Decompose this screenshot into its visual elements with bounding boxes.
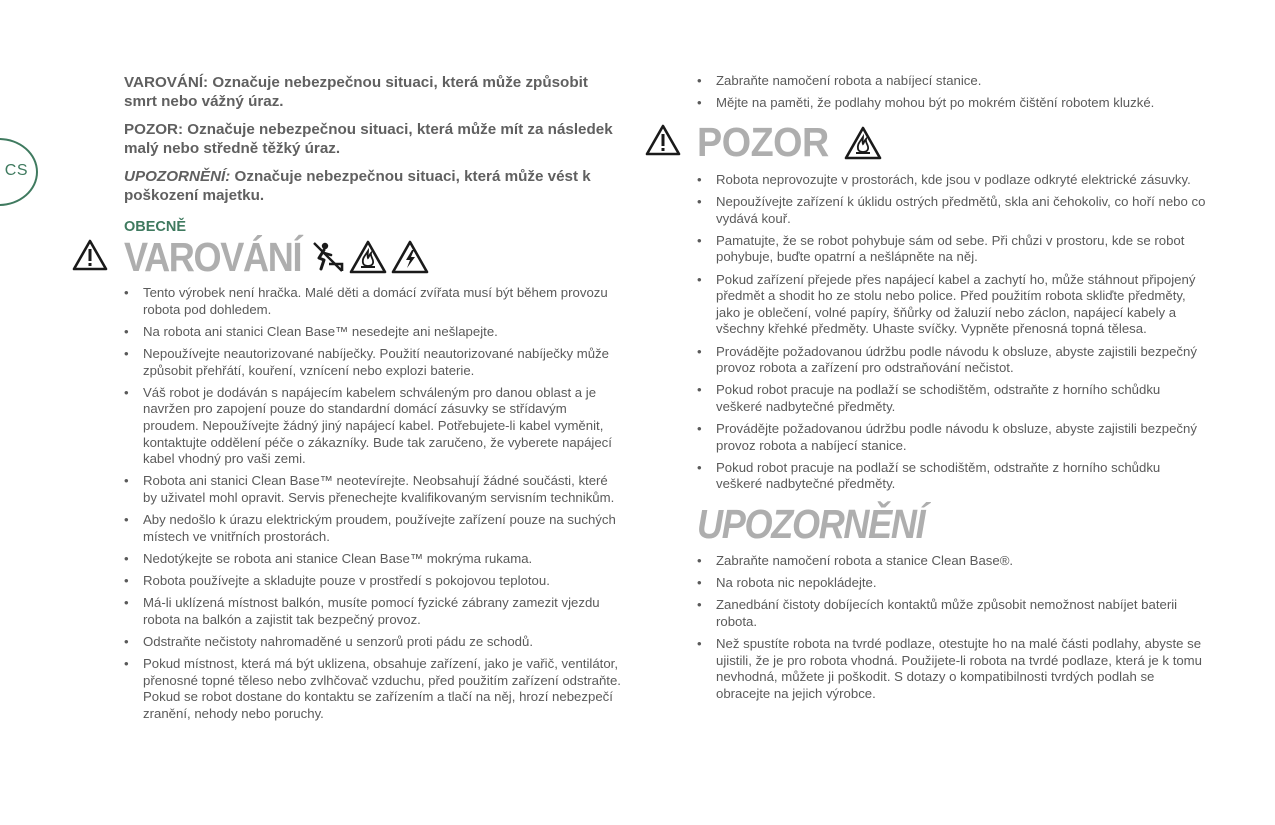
- definition-text: Označuje nebezpečnou situaci, která může vést k poškození majetku.: [124, 168, 591, 204]
- notice-heading: [697, 499, 1207, 549]
- definition-text: Označuje nebezpečnou situaci, která může způsobit smrt nebo vážný úraz.: [124, 74, 588, 110]
- warning-list-continued: [697, 73, 1207, 112]
- list-item: • Na robota nic nepokládejte.: [697, 575, 1207, 592]
- list-item: • Než spustíte robota na tvrdé podlaze, otestujte ho na malé části podlahy, abyste se ujistili, že je pro robota vhodná. Použijete-li robota na tvrdé podlaze, která je k tomu nevhodná, můžete ji poškodit. S dotazy o kompatibilnosti tvrdých podlah se obracejte na jejich výrobce.: [697, 636, 1207, 702]
- caution-title: POZOR: [697, 119, 829, 166]
- definition-caution: [124, 121, 624, 158]
- caution-pictograms: [844, 126, 882, 160]
- list-item: • Na robota ani stanici Clean Base™ nesedejte ani nešlapejte.: [124, 324, 624, 341]
- list-item: • Zanedbání čistoty dobíjecích kontaktů může způsobit nemožnost nabíjet baterii robota.: [697, 597, 1207, 630]
- list-item: • Nedotýkejte se robota ani stanice Clean Base™ mokrýma rukama.: [124, 551, 624, 568]
- section-label-general: OBECNĚ: [124, 219, 187, 235]
- list-item: • Robota neprovozujte v prostorách, kde jsou v podlaze odkryté elektrické zásuvky.: [697, 172, 1207, 189]
- warning-list: [124, 285, 624, 723]
- list-item: • Pokud robot pracuje na podlaží se schodištěm, odstraňte z horního schůdku veškeré nadbytečné předměty.: [697, 460, 1207, 493]
- warning-title: VAROVÁNÍ: [124, 233, 302, 280]
- definition-text: Označuje nebezpečnou situaci, která může mít za následek malý nebo středně těžký úraz.: [124, 121, 613, 157]
- list-item: • Provádějte požadovanou údržbu podle návodu k obsluze, abyste zajistili bezpečný provoz robota a nabíjecí stanice.: [697, 421, 1207, 454]
- list-item: • Zabraňte namočení robota a stanice Clean Base®.: [697, 553, 1207, 570]
- caution-heading: [697, 118, 1207, 168]
- electric-shock-icon: [391, 240, 429, 274]
- warning-pictograms: [311, 240, 429, 274]
- left-column: [124, 74, 624, 728]
- list-item: • Robota ani stanici Clean Base™ neotevírejte. Neobsahují žádné součásti, které by uživatel mohl opravit. Servis přenechejte kvalifikovaným servisním technikům.: [124, 473, 624, 506]
- list-item: • Aby nedošlo k úrazu elektrickým proudem, používejte zařízení pouze na suchých místech ve vnitřních prostorách.: [124, 512, 624, 545]
- right-column: [697, 73, 1207, 708]
- list-item: • Pokud zařízení přejede přes napájecí kabel a zachytí ho, může stáhnout připojený předmět a shodit ho ze stolu nebo police. Před použitím robota skliďte předměty, jako je oblečení, volné papíry, šňůrky od žaluzií nebo záclon, napájecí kabely a všechny křehké předměty. Uhaste svíčky. Vypněte přenosná topná tělesa.: [697, 272, 1207, 338]
- list-item: • Nepoužívejte neautorizované nabíječky. Použití neautorizované nabíječky může způsobit přehřátí, kouření, vznícení nebo explozi baterie.: [124, 346, 624, 379]
- warning-triangle-icon: [72, 239, 108, 271]
- list-item: • Odstraňte nečistoty nahromaděné u senzorů proti pádu ze schodů.: [124, 634, 624, 651]
- definition-term: UPOZORNĚNÍ:: [124, 168, 231, 185]
- fire-hazard-icon: [844, 126, 882, 160]
- list-item: • Provádějte požadovanou údržbu podle návodu k obsluze, abyste zajistili bezpečný provoz robota a zařízení pro odstraňování nečistot.: [697, 344, 1207, 377]
- warning-heading: [124, 233, 624, 281]
- list-item: • Pamatujte, že se robot pohybuje sám od sebe. Při chůzi v prostoru, kde se robot pohybuje, buďte opatrní a nešlápněte na něj.: [697, 233, 1207, 266]
- language-code: CS: [4, 162, 28, 179]
- no-climbing-icon: [311, 240, 345, 274]
- warning-triangle-icon: [645, 124, 681, 156]
- definition-notice: [124, 168, 624, 205]
- definition-warning: [124, 74, 624, 111]
- list-item: • Robota používejte a skladujte pouze v prostředí s pokojovou teplotou.: [124, 573, 624, 590]
- definition-term: VAROVÁNÍ:: [124, 74, 209, 91]
- list-item: • Váš robot je dodáván s napájecím kabelem schváleným pro danou oblast a je navržen pro zapojení pouze do standardní domácí zásuvky se střídavým proudem. Nepoužívejte žádný jiný napájecí kabel. Potřebujete-li kabel vyměnit, kontaktujte oddělení péče o zákazníky. Bude tak zaručeno, že vyberete napájecí kabel vhodný pro vaši zemi.: [124, 385, 624, 468]
- list-item: • Má-li uklízená místnost balkón, musíte pomocí fyzické zábrany zamezit vjezdu robota na balkón a zajistit tak bezpečný provoz.: [124, 595, 624, 628]
- list-item: • Pokud místnost, která má být uklizena, obsahuje zařízení, jako je vařič, ventilátor, přenosné topné těleso nebo zvlhčovač vzduchu, před použitím zařízení odstraňte. Pokud se robot dostane do kontaktu se zařízením a tlačí na něj, hrozí nebezpečí zranění, nehody nebo poruchy.: [124, 656, 624, 722]
- list-item: • Mějte na paměti, že podlahy mohou být po mokrém čištění robotem kluzké.: [697, 95, 1207, 112]
- list-item: • Pokud robot pracuje na podlaží se schodištěm, odstraňte z horního schůdku veškeré nadbytečné předměty.: [697, 382, 1207, 415]
- notice-title: UPOZORNĚNÍ: [697, 500, 925, 547]
- list-item: • Zabraňte namočení robota a nabíjecí stanice.: [697, 73, 1207, 90]
- caution-list: [697, 172, 1207, 493]
- fire-hazard-icon: [349, 240, 387, 274]
- definition-term: POZOR:: [124, 121, 184, 138]
- list-item: • Tento výrobek není hračka. Malé děti a domácí zvířata musí být během provozu robota pod dohledem.: [124, 285, 624, 318]
- language-tab: [0, 138, 38, 206]
- notice-list: [697, 553, 1207, 703]
- list-item: • Nepoužívejte zařízení k úklidu ostrých předmětů, skla ani čehokoliv, co hoří nebo co vydává kouř.: [697, 194, 1207, 227]
